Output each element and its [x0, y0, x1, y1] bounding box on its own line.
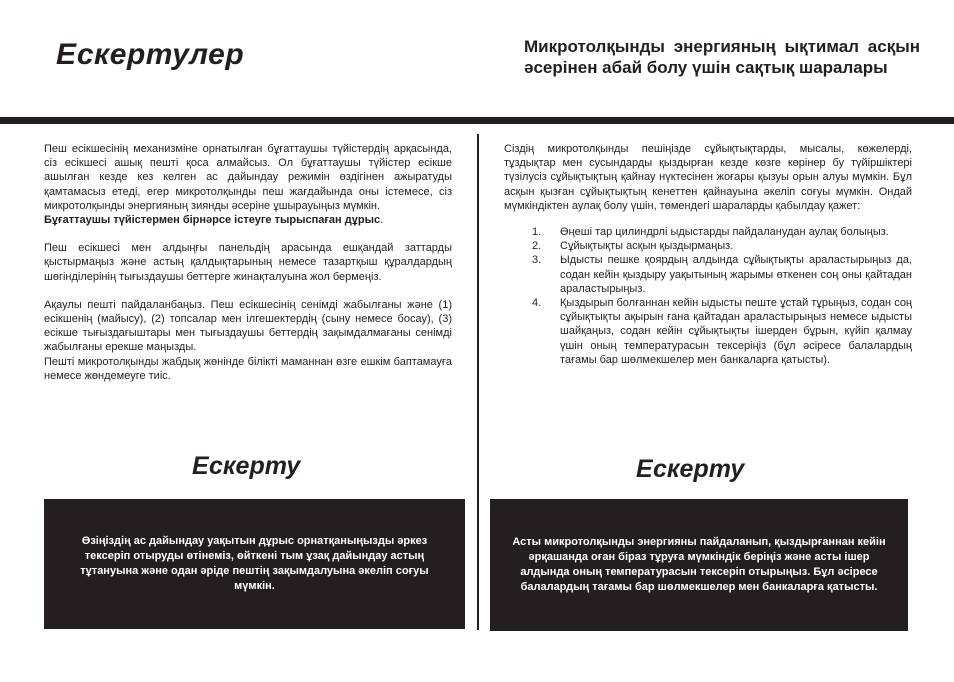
left-warning-text: Өзіңіздің ас дайындау уақытын дұрыс орнатқаныңызды әркез тексеріп отыруды өтінеміз, өйткені тым ұзақ дайындау астың тұтануына және одан әріде пештің зақымдалуына әкеліп соғуы мүмкін. [80, 535, 429, 592]
list-item-number: 3. [532, 254, 542, 267]
list-item-text: Қыздырып болғаннан кейін ыдысты пеште ұстай тұрыңыз, содан соң сұйықтықты ақырын ғана қайтадан араластырыңыз немесе ыдысты шайқаңыз, содан кейін сұйықтықты ішерден бұрын, күйіп қалмау үшін оның температурасын тексеріңіз (бұл әсіресе балалардың тағамы бар шөлмекшелер мен банкаларға қатысты). [560, 297, 913, 366]
paragraph-superheating: Сіздің микротолқынды пешіңізде сұйықтықтарды, мысалы, көжелерді, тұздықтар мен сусындарды қыздырған кезде көзге көрінер бу түйіршіктері түзілусіз сұйықтықтың қайнау нүктесінен жоғары қызуы орын алуы мүмкін. Бұл асқын қызған сұйықтықтың кенеттен қайнауына әкеліп соғуы мүмкін. Ондай мүмкіндіктен аулақ болу үшін, төмендегі шараларды қабылдау қажет: [504, 143, 912, 212]
left-column [44, 142, 452, 397]
list-item-number: 4. [532, 297, 542, 310]
list-item-number: 2. [532, 240, 542, 253]
interlock-warning-end: . [380, 214, 384, 227]
list-item [532, 225, 912, 239]
right-warning-box [490, 499, 908, 631]
top-divider-bar [0, 117, 954, 124]
paragraph-interlock [44, 142, 452, 227]
right-warning-text: Асты микротолқынды энергияны пайдаланып, қыздырғаннан кейін әрқашанда оған біраз тұруға мүмкіндік беріңіз және асты ішер алдында оның температурасын тексеріп отырыңыз. Бұл әсіресе балалардың тағамы бар шөлмекшелер мен банкаларға қатысты. [512, 536, 886, 593]
page-title: Ескертулер [56, 38, 245, 71]
column-divider [477, 134, 479, 630]
interlock-warning: Бұғаттаушы түйістермен бірнәрсе істеуге тырыспаған дұрыс [44, 214, 381, 227]
right-warning-heading: Ескерту [636, 455, 745, 483]
section-heading: Микротолқынды энергияның ықтимал асқын әсерінен абай болу үшін сақтық шаралары [524, 37, 920, 77]
paragraph-service: Пешті микротолқынды жабдық жөнінде білікті маманнан өзге ешкім баптамауға немесе жөндемеуге тиіс. [44, 355, 452, 382]
list-item-number: 1. [532, 226, 542, 239]
paragraph-door-seal: Пеш есікшесі мен алдыңғы панельдің арасында ешқандай заттарды қыстырмаңыз және астың қалдықтарының немесе тазартқыш құралдардың шөгінділерінің тығыздаушы беттерге жинақталуына жол бермеңіз. [44, 242, 452, 283]
list-item [532, 239, 912, 253]
list-item [532, 296, 912, 367]
list-item-text: Ыдысты пешке қоярдың алдында сұйықтықты араластырыңыз да, содан кейін қыздыру уақытының жарымы өткенен соң оны қайтадан араластырыңыз. [560, 254, 912, 295]
list-item-text: Сұйықтықты асқын қыздырмаңыз. [560, 240, 734, 253]
precautions-list [504, 225, 912, 367]
paragraph-interlock-text: Пеш есікшесінің механизміне орнатылған бұғаттаушы түйістердің арқасында, сіз есікшесі ашық пешті қоса алмайсыз. Ол бұғаттаушы түйістер есікше ашылған кезде кез келген ас дайындау режимін өздігінен ажыратуды қамтамасыз етеді, егер микротолқынды пеш жағдайында оны істемесе, сіз микротолқынды энергияның зиянды әсеріне ұшырауыңыз мүмкін. [44, 143, 452, 212]
left-warning-heading: Ескерту [192, 452, 301, 480]
left-warning-box [44, 499, 465, 629]
list-item [532, 253, 912, 296]
right-column [504, 142, 912, 367]
list-item-text: Өңеші тар цилиндрлі ыдыстарды пайдаланудан аулақ болыңыз. [560, 226, 889, 239]
paragraph-damaged-oven: Ақаулы пешті пайдаланбаңыз. Пеш есікшесінің сенімді жабылғаны және (1) есікшенің (майысу), (2) топсалар мен ілгешектердің (сыну немесе босау), (3) есікше тығыздағыштары мен тығыздаушы беттердің зақымдалмағаны сенімді жабылғаны ерекше маңызды. [44, 298, 452, 354]
